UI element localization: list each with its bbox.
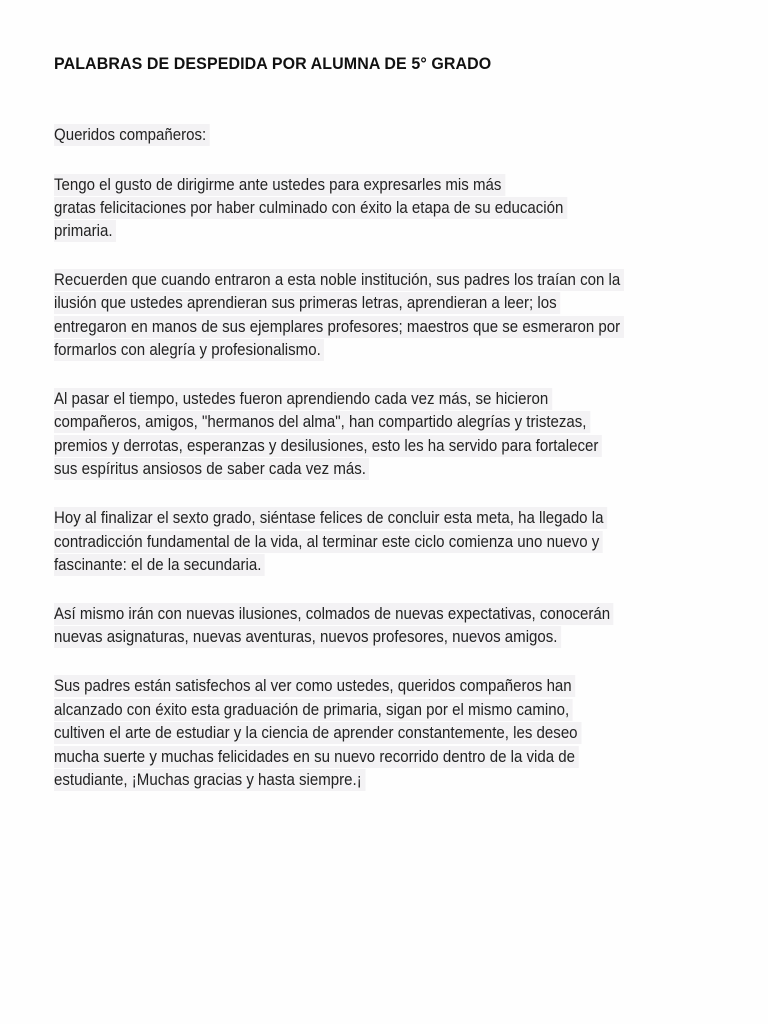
paragraph-3-line-3: entregaron en manos de sus ejemplares profesores; maestros que se esmeraron por <box>54 316 624 338</box>
paragraph-5-line-2: contradicción fundamental de la vida, al terminar este ciclo comienza uno nuevo y <box>54 531 603 553</box>
paragraph-4-line-2: compañeros, amigos, "hermanos del alma", han compartido alegrías y tristezas, <box>54 411 590 433</box>
paragraph-5-line-1: Hoy al finalizar el sexto grado, siéntase felices de concluir esta meta, ha llegado la <box>54 507 607 529</box>
paragraph-7-line-4: mucha suerte y muchas felicidades en su nuevo recorrido dentro de la vida de <box>54 746 579 768</box>
paragraph-2-line-3: primaria. <box>54 220 116 242</box>
paragraph-6-line-2: nuevas asignaturas, nuevas aventuras, nuevos profesores, nuevos amigos. <box>54 626 561 648</box>
paragraph-3-line-4: formarlos con alegría y profesionalismo. <box>54 339 324 361</box>
paragraph-7-line-5: estudiante, ¡Muchas gracias y hasta siempre.¡ <box>54 769 365 791</box>
salutation-line: Queridos compañeros: <box>54 124 210 146</box>
paragraph-3-line-2: ilusión que ustedes aprendieran sus primeras letras, aprendieran a leer; los <box>54 292 560 314</box>
paragraph-2-line-1: Tengo el gusto de dirigirme ante ustedes para expresarles mis más <box>54 174 505 196</box>
paragraph-7-line-2: alcanzado con éxito esta graduación de primaria, sigan por el mismo camino, <box>54 699 573 721</box>
paragraph-5-line-3: fascinante: el de la secundaria. <box>54 554 265 576</box>
document-title: PALABRAS DE DESPEDIDA POR ALUMNA DE 5° GRADO <box>54 54 492 73</box>
paragraph-4-line-4: sus espíritus ansiosos de saber cada vez más. <box>54 458 369 480</box>
paragraph-4-line-1: Al pasar el tiempo, ustedes fueron aprendiendo cada vez más, se hicieron <box>54 388 552 410</box>
paragraph-3-line-1: Recuerden que cuando entraron a esta noble institución, sus padres los traían con la <box>54 269 624 291</box>
paragraph-6-line-1: Así mismo irán con nuevas ilusiones, colmados de nuevas expectativas, conocerán <box>54 603 614 625</box>
paragraph-2-line-2: gratas felicitaciones por haber culminado con éxito la etapa de su educación <box>54 197 567 219</box>
paragraph-7-line-3: cultiven el arte de estudiar y la ciencia de aprender constantemente, les deseo <box>54 722 581 744</box>
paragraph-7-line-1: Sus padres están satisfechos al ver como ustedes, queridos compañeros han <box>54 675 575 697</box>
paragraph-4-line-3: premios y derrotas, esperanzas y desilusiones, esto les ha servido para fortalecer <box>54 435 602 457</box>
